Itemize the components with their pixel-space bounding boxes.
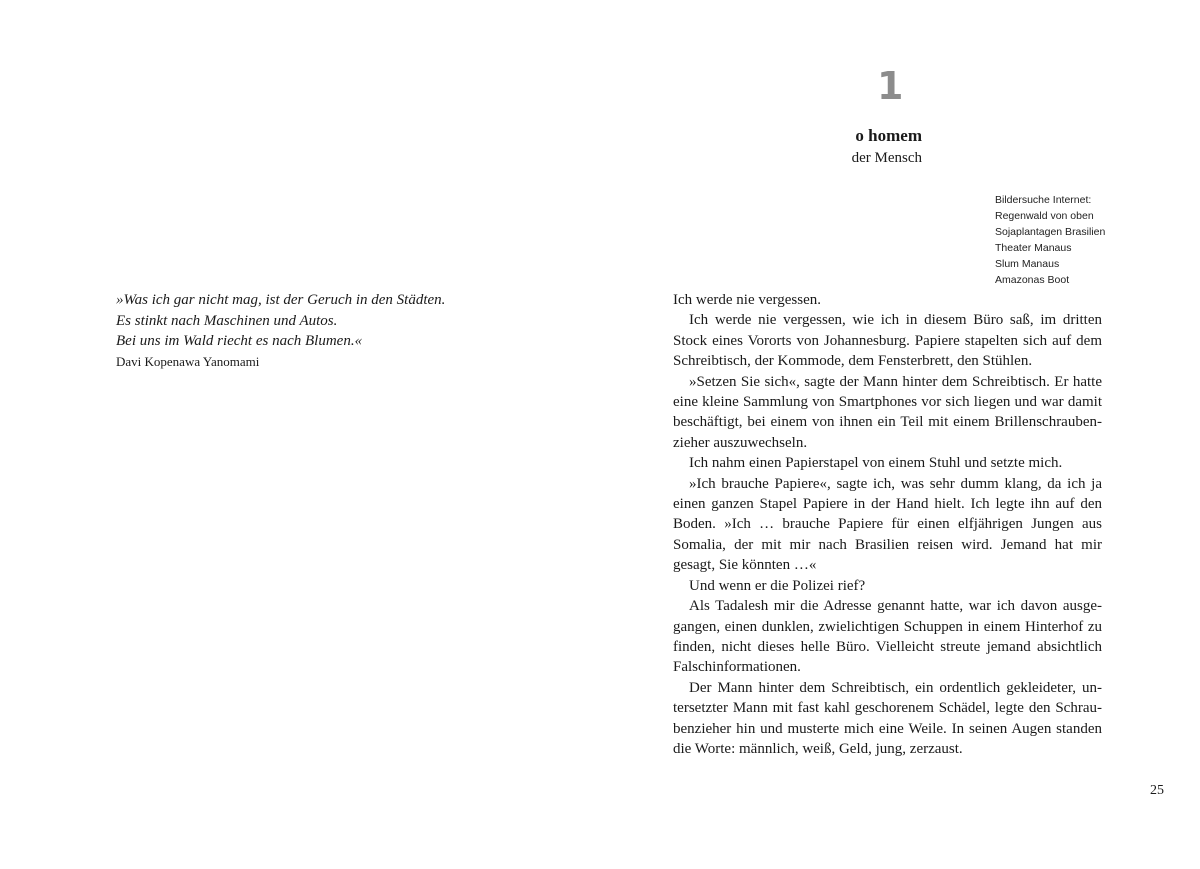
body-paragraph: Und wenn er die Polizei rief? [689, 577, 866, 594]
body-paragraph: Als Tadalesh mir die Adresse genannt hatte, war ich davon ausgegangen, einen dunklen, zwielichtigen Schuppen in einem Hinterhof zu finden, nicht dieses helle Büro. Vielleicht streute jemand absichtlich Falschinformationen. [673, 598, 1102, 676]
epigraph-line: Es stinkt nach Maschinen und Autos. [116, 312, 338, 329]
sidenote [995, 192, 1175, 288]
sidenote-item: Regenwald von oben [995, 210, 1094, 222]
chapter-subtitle: der Mensch [851, 150, 922, 166]
sidenote-item: Amazonas Boot [995, 274, 1070, 286]
body-text [673, 290, 1102, 759]
body-paragraph: Ich werde nie vergessen, wie ich in diesem Büro saß, im dritten Stock eines Vororts von Johannesburg. Papiere stapelten sich auf dem Schreibtisch, der Kommode, dem Fensterbrett, den Stühlen. [673, 312, 1102, 370]
sidenote-item: Slum Manaus [995, 258, 1060, 270]
chapter-title: o homem [855, 126, 922, 145]
epigraph-author: Davi Kopenawa Yanomami [116, 353, 260, 369]
body-paragraph: Der Mann hinter dem Schreibtisch, ein ordentlich gekleideter, untersetzter Mann mit fast kahl geschorenem Schädel, legte den Schraubenzieher hin und musterte mich eine Weile. In seinen Augen standen die Worte: männlich, weiß, Geld, jung, zerzaust. [673, 679, 1102, 757]
body-paragraph: »Setzen Sie sich«, sagte der Mann hinter dem Schreibtisch. Er hatte eine kleine Sammlung von Smartphones vor sich liegen und war damit beschäftigt, bei einem von ihnen ein Teil mit einem Brillenschraubenzieher auszuwechseln. [673, 373, 1102, 451]
epigraph-line: »Was ich gar nicht mag, ist der Geruch in den Städten. [116, 292, 446, 308]
sidenote-item: Sojaplantagen Brasilien [995, 226, 1106, 238]
page-number-label: 25 [1150, 783, 1164, 798]
chapter-number: 1 [877, 64, 904, 108]
body-paragraph: »Ich brauche Papiere«, sagte ich, was sehr dumm klang, da ich ja einen ganzen Stapel Papiere in der Hand hielt. Ich legte ihn auf den Boden. »Ich … brauche Papiere für einen elfjährigen Jungen aus Somalia, der mit mir nach Brasilien reisen wird. Jemand hat mir gesagt, Sie könnten …« [673, 475, 1102, 574]
sidenote-item: Theater Manaus [995, 242, 1072, 254]
body-paragraph: Ich werde nie vergessen. [673, 292, 821, 308]
epigraph-line: Bei uns im Wald riecht es nach Blumen.« [116, 333, 363, 349]
body-paragraph: Ich nahm einen Papierstapel von einem Stuhl und setzte mich. [689, 455, 1063, 472]
epigraph [116, 290, 556, 371]
page-number [600, 781, 1172, 801]
right-page [600, 0, 1200, 869]
sidenote-heading: Bildersuche Internet: [995, 194, 1092, 206]
